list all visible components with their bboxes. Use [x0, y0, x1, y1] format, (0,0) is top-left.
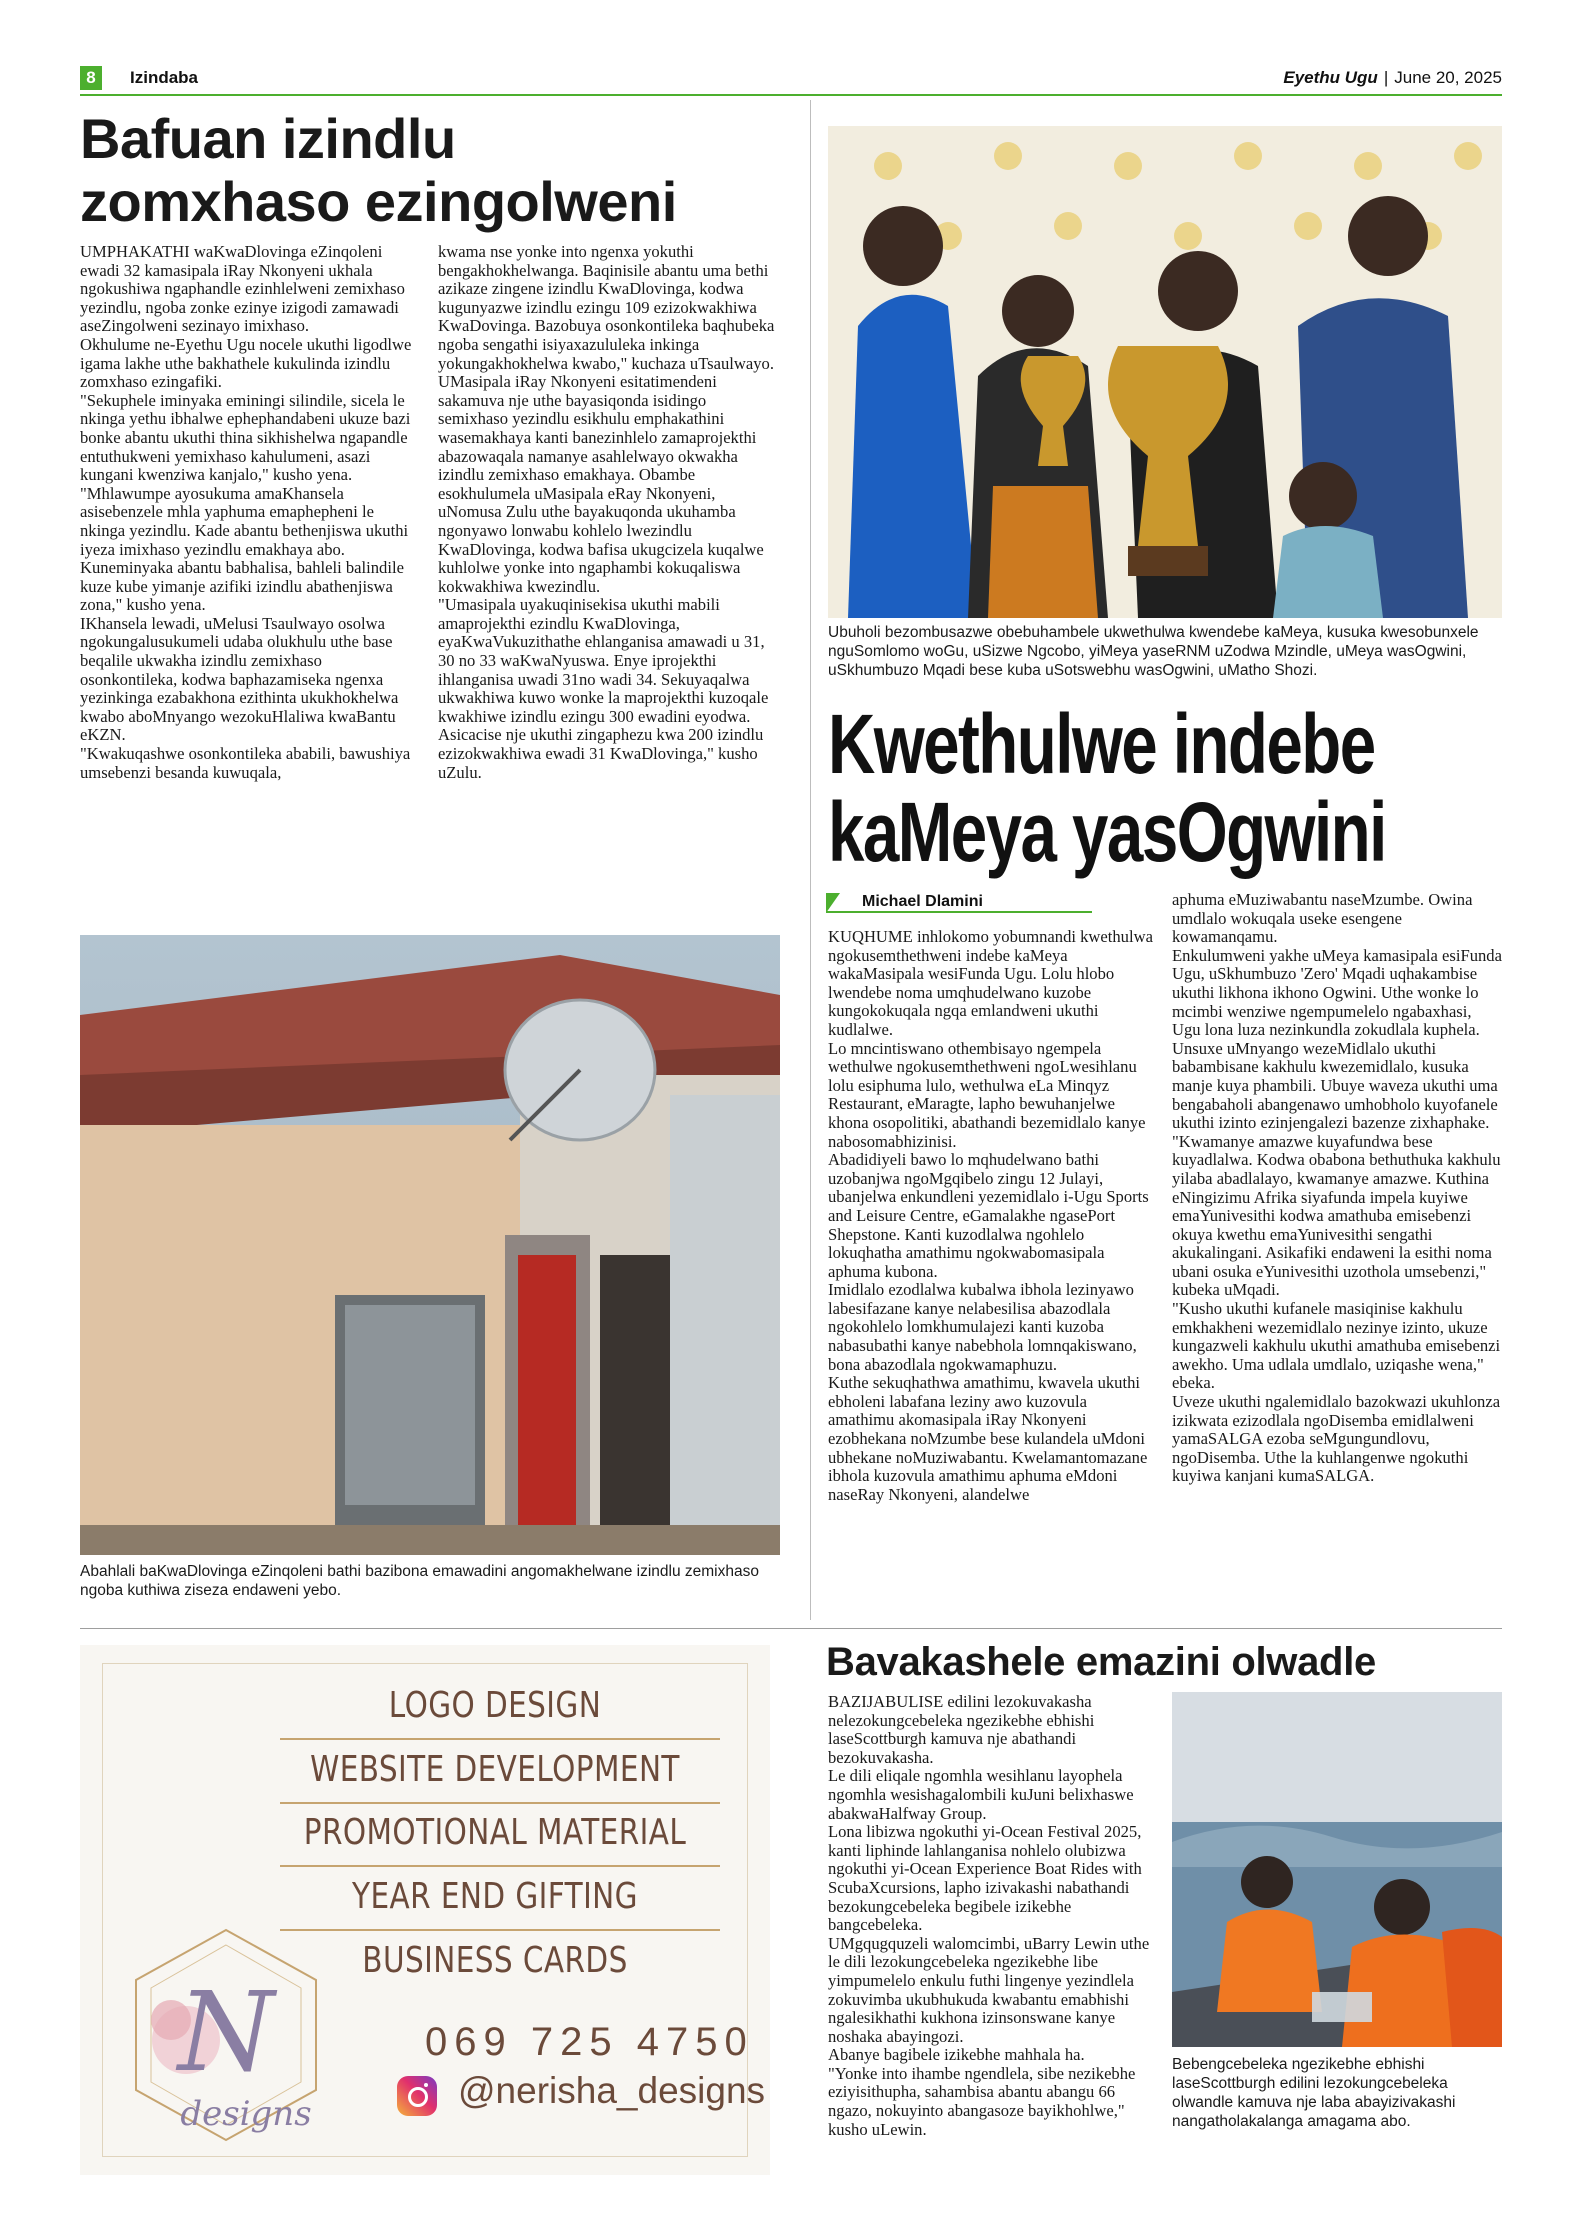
nerisha-logo	[116, 1920, 336, 2150]
paragraph: kwama nse yonke into ngenxa yokuthi bengakhokhelwanga. Baqinisile abantu uma bethi azikaze zingene izindlu KwaDlovinga, kodwa kugunyazwe izindlu ezingu 109 ezizokwakhiwa KwaDovinga. Bazobuya osonkontileka baqhubeka ngoba sengathi isiyaxazululeka inkinga yokungakhokhelwa kwabo," kuchaza uTsaulwayo.	[438, 242, 775, 373]
house-illustration	[80, 935, 780, 1555]
article3-headline: Bavakashele emazini olwadle	[826, 1640, 1376, 1684]
ad-separator	[280, 1929, 720, 1931]
article1-headline-line1: Bafuan izindlu	[80, 107, 456, 170]
paragraph: Kuthe sekuqhathwa amathimu, kwavela ukuthi ebholeni labafana leziny awo kuzovula amathimu akomasipala iRay Nkonyeni ezobhekana noMzumbe bese kulandela uMdoni ubhekane noMuziwabantu. Kwelamantomazane ibhola kuzovula amathimu aphuma eMdoni naseRay Nkonyeni, alandelwe	[828, 1373, 1148, 1504]
article1-column2	[438, 243, 778, 782]
section-divider	[80, 1628, 1502, 1629]
logo-letter: N	[177, 1968, 275, 2096]
paragraph: Lo mncintiswano othembisayo ngempela wethulwe ngokusemthethweni ngoLwesihlanu lolu esiphuma lulo, wethulwa eLa Minqyz Restaurant, eMaragte, lapho bewuhanjelwe khona osopolitiki, abathandi bezemidlalo kanye nabosomabhizinisi.	[828, 1038, 1146, 1151]
article2-column1	[828, 928, 1154, 1504]
ad-service: BUSINESS CARDS	[362, 1940, 628, 1981]
paragraph: UMPHAKATHI waKwaDlovinga eZinqoleni ewadi 32 kamasipala iRay Nkonyeni ukhala ngokushiwa ngaphandle ezinhlelweni zemixhaso yezindlu, ngoba zonke ezinye izigodi zamawadi aseZingolweni sezinayo imixhaso.	[80, 242, 405, 336]
paragraph: IKhansela lewadi, uMelusi Tsaulwayo osolwa ngokungalusukumeli udaba olukhulu uthe base beqalile ukwakha izindlu zemixhaso osonkontileka, kodwa baphazamiseka ngenxa yezinkinga ezabakhona ezithinta ukukhokhelwa kwabo aboMnyango wezokuHlaliwa kwaBantu eKZN.	[80, 613, 399, 745]
ad-instagram-handle: @nerisha_designs	[458, 2070, 766, 2111]
article1-headline	[80, 108, 800, 233]
article2-column2	[1172, 891, 1502, 1486]
paragraph: Imidlalo ezodlalwa kubalwa ibhola lezinyawo labesifazane kanye nelabesilisa abazodlala ngokohlelo lomkhumulajezi kanti kuzoba nabasubathi kanye nabebhola lomnqakiswano, bona abazodlala ngokwamaphuzu.	[828, 1280, 1137, 1374]
boat-photo	[1172, 1692, 1502, 2047]
paragraph: "Mhlawumpe ayosukuma amaKhansela asisebenzele mhla yaphuma emaphepheni le nkinga yezindlu. Kade abantu bethenjiswa ukuthi iyeza imixhaso yezindlu emakhaya abo. Kuneminyaka abantu babhalisa, bahleli balindile kuze kube yimanje azifiki izindlu abathenjiswa zona," kusho yena.	[80, 483, 409, 615]
trophy-photo-caption: Ubuholi bezombusazwe obebuhambele ukwethulwa kwendebe kaMeya, kusuka kwesobunxele nguSomlomo woGu, uSizwe Ngcobo, yiMeya yaseRNM uZodwa Mzindle, uMeya wasOgwini, uSkhumbuzo Mqadi bese kuba uSotswebhu wasOgwini, uMatho Shozi.	[828, 624, 1479, 679]
house-photo	[80, 935, 780, 1555]
article3-body	[828, 1693, 1158, 2139]
paragraph: aphuma eMuziwabantu naseMzumbe. Owina umdlalo wokuqala useke esengene kowamanqamu.	[1172, 890, 1473, 947]
paragraph: "Umasipala uyakuqinisekisa ukuthi mabili amaprojekthi ezindlu KwaDlovinga, eyaKwaVukuzithathe ehlanganisa amawadi u 31, 30 no 33 waKwaNyuswa. Enye iprojekthi ihlanganisa uwadi 31no wadi 34. Sekuyaqalwa ukwakhiwa kuwo wonke la maprojekthi kuzoqale kwakhiwe izindlu ezingu 300 ewadini eyodwa. Asicacise nje ukuthi zingaphezu kwa 200 izindlu ezizokwakhiwa ewadi 31 KwaDlovinga," kusho uZulu.	[438, 595, 769, 782]
paragraph: "Kusho ukuthi kufanele masiqinise kakhulu emkhakheni wezemidlalo nezinye izinto, ukuze kungazweli kakhulu ukuthi amathuba emisebenzi awekho. Uma udlala umdlalo, uziqashe wena," ebeka.	[1172, 1299, 1501, 1393]
ad-service: LOGO DESIGN	[388, 1685, 602, 1726]
boat-photo-caption: Bebengcebeleka ngezikebhe ebhishi laseScottburgh edilini lezokungcebeleka olwandle kamuva nje laba abayizivakashi nangatholakalanga amagama abo.	[1172, 2056, 1456, 2130]
byline-marker	[826, 893, 840, 913]
paragraph: Unsuxe uMnyango wezeMidlalo ukuthi babambisane kakhulu kwezemidlalo, kusuka manje kuya phambili. Ubuye waveza ukuthi uma bengabaholi abangenawo umhobholo kuyofanele ukuthi izinto ezinjengalezi bazenze zixhaphake.	[1172, 1038, 1498, 1133]
instagram-icon	[397, 2076, 437, 2116]
paragraph: UMasipala iRay Nkonyeni esitatimendeni sakamuva nje uthe bayasiqonda isidingo semixhaso yezindlu esikhulu emphakathini wasemakhaya kanti banezinhlelo zamaprojekthi abazowaqala namanye asahlelwayo okwakha izindlu zemixhaso emakhaya. Obambe esokhulumela uMasipala eRay Nkonyeni, uNomusa Zulu uthe bayakuqonda ukuhamba ngonyawo lonwabu kohlelo lwezindlu KwaDlovinga, kodwa bafisa ukugcizela kuqalwe kuhlolwe yonke into ngaphambi kokuqaliswa kokwakhiwa kwezindlu.	[438, 372, 764, 596]
trophy-illustration	[828, 126, 1502, 618]
paragraph: BAZIJABULISE edilini lezokuvakasha nelezokungcebeleka ngezikebhe ebhishi laseScottburgh kamuva nje abathandi bezokuvakasha.	[828, 1692, 1095, 1767]
ad-service: PROMOTIONAL MATERIAL	[303, 1812, 687, 1853]
issue-date: June 20, 2025	[1394, 68, 1502, 87]
article2-headline-line1: Kwethulwe indebe	[828, 697, 1375, 791]
ad-separator	[280, 1802, 720, 1804]
page-header	[80, 66, 1502, 92]
header-rule	[80, 94, 1502, 96]
ad-separator	[280, 1738, 720, 1740]
article2-headline	[828, 697, 1386, 879]
paragraph: KUQHUME inhlokomo yobumnandi kwethulwa ngokusemthethweni indebe kaMeya wakaMasipala wesiFunda Ugu. Lolu hlobo lwendebe noma umqhudelwano kuzobe kungokokuqala ngqa emlandweni ukuthi kudlalwe.	[828, 927, 1153, 1039]
publication-info: Eyethu Ugu | June 20, 2025	[1283, 68, 1502, 87]
logo-word: designs	[180, 2094, 312, 2134]
ad-separator	[280, 1865, 720, 1867]
publication-name: Eyethu Ugu	[1283, 68, 1378, 87]
paragraph: Okhulume ne-Eyethu Ugu nocele ukuthi ligodlwe igama lakhe uthe bakhathele kukulinda izindlu zomxhaso ezingafiki.	[80, 334, 412, 392]
paragraph: "Kwakuqashwe osonkontileka ababili, bawushiya umsebenzi besanda kuwuqala,	[80, 744, 411, 782]
page-number: 8	[80, 66, 102, 90]
paragraph: Abanye bagibele izikebhe mahhala ha.	[828, 2045, 1085, 2065]
byline	[826, 893, 1092, 913]
article1-column1	[80, 243, 420, 782]
article2-headline-line2: kaMeya yasOgwini	[828, 785, 1386, 879]
trophy-photo	[828, 126, 1502, 618]
article1-headline-line2: zomxhaso ezingolweni	[80, 169, 677, 233]
author-name: Michael Dlamini	[862, 893, 983, 910]
nerisha-designs-ad	[80, 1645, 770, 2175]
paragraph: Abadidiyeli bawo lo mqhudelwano bathi uzobanjwa ngoMgqibelo zingu 12 Julayi, ubanjelwa enkundleni yezemidlalo i-Ugu Sports and Leisure Centre, eGamalakhe ngasePort Shepstone. Kanti kuzodlalwa ngohlelo lokuqhatha amathimu ngokwabomasipala aphuma kubona.	[828, 1150, 1149, 1281]
paragraph: "Kwamanye amazwe kuyafundwa bese kuyadlalwa. Kodwa obabona bethuthuka kakhulu yilaba abadlalayo, kwamanye amazwe. Kuthina eNingizimu Afrika siyafunda impela kuyiwe emaYunivesithi kodwa amathuba emisebenzi okuya kwethu emaYunivesithi sengathi akukalingani. Asikafiki endaweni la esithi noma ubani osuka eYunivesithi uzothola umsebenzi," kubeka uMqadi.	[1172, 1131, 1501, 1300]
paragraph: Le dili eliqale ngomhla wesihlanu layophela ngomhla wesishagalombili kuJuni belixhaswe abakwaHalfway Group.	[828, 1766, 1134, 1823]
house-photo-caption: Abahlali baKwaDlovinga eZinqoleni bathi bazibona emawadini angomakhelwane izindlu zemixhaso ngoba kuthiwa ziseza endaweni yebo.	[80, 1563, 759, 1599]
boat-illustration	[1172, 1692, 1502, 2047]
paragraph: "Sekuphele iminyaka eminingi silindile, sicela le nkinga yethu ibhalwe ephephandabeni ukuze bazi bonke abantu ukuthi thina sikhishelwa ngapandle entuthukweni yemixhaso kahulumeni, asazi kungani kwenziwa kanjalo," kusho yena.	[80, 390, 411, 485]
paragraph: "Yonke into ihambe ngendlela, sibe nezikebhe eziyisithupha, sahambisa abantu abangu 66 ngazo, nokuyinto abangasoze bayikhohlwe," kusho uLewin.	[828, 2063, 1136, 2139]
paragraph: Uveze ukuthi ngalemidlalo bazokwazi ukuhlonza izikwata ezizodlala ngoDisemba emidlalweni yamaSALGA ezoba seMgungundlovu, ngoDisemba. Uthe la kuhlangenwe ngokuthi kuyiwa kanjani kumaSALGA.	[1172, 1392, 1501, 1486]
ad-phone-number: 069 725 4750	[425, 2020, 754, 2064]
section-label: Izindaba	[130, 68, 199, 87]
paragraph: Lona libizwa ngokuthi yi-Ocean Festival 2025, kanti liphinde lahlanganisa nohlelo olubizwa ngokuthi yi-Ocean Experience Boat Rides with ScubaXcursions, lapho izivakashi nabathandi bezokungcebeleka begibele izikebhe bangcebeleka.	[828, 1822, 1142, 1935]
ad-service: YEAR END GIFTING	[352, 1876, 638, 1917]
paragraph: Enkulumweni yakhe uMeya kamasipala esiFunda Ugu, uSkhumbuzo 'Zero' Mqadi uqhakambise ukuthi likhona ikhono Ogwini. Uthe wonke lo mcimbi wenziwe ngempumelelo ngabaxhasi, Ugu lona luza nezinkundla zokudlala kuphela.	[1172, 945, 1502, 1040]
paragraph: UMgqugquzeli walomcimbi, uBarry Lewin uthe le dili lezokungcebeleka ngezikebhe libe yimpumelelo enkulu futhi lingenye yezindlela zokuvimba ukubhukuda kwabantu emabhishi ngalesikhathi kukhona izinsonswane kanye noshaka abayingozi.	[828, 1933, 1150, 2046]
column-divider	[810, 100, 811, 1620]
ad-service: WEBSITE DEVELOPMENT	[310, 1749, 680, 1790]
